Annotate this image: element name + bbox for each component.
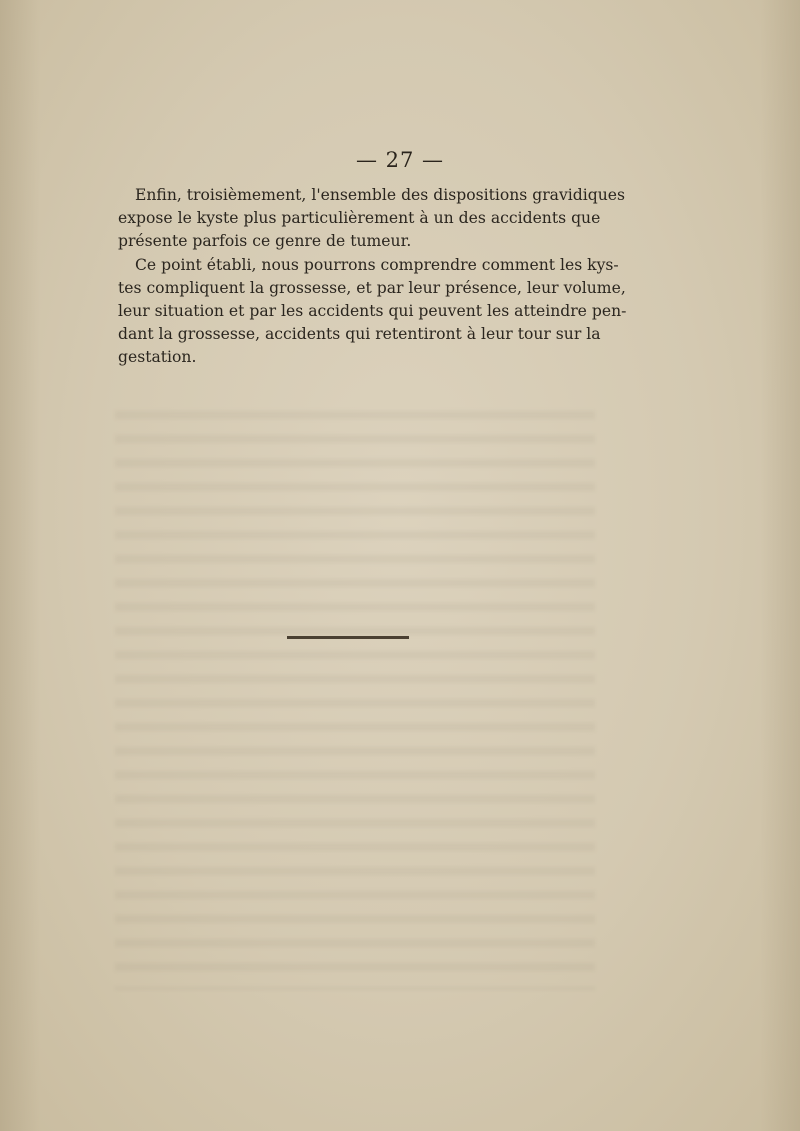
text-line: leur situation et par les accidents qui peuvent les atteindre pen- <box>118 302 627 321</box>
text-line: Ce point établi, nous pourrons comprendre comment les kys- <box>135 255 619 274</box>
text-line: tes compliquent la grossesse, et par leur présence, leur volume, <box>118 278 626 297</box>
body-text <box>118 184 627 370</box>
show-through-text <box>115 400 595 990</box>
text-line: présente parfois ce genre de tumeur. <box>118 232 412 251</box>
text-line: Enfin, troisièmement, l'ensemble des dispositions gravidiques <box>135 186 625 204</box>
paragraph-2 <box>118 254 627 370</box>
text-line: expose le kyste plus particulièrement à un des accidents que <box>118 209 601 228</box>
show-through-rule <box>287 636 409 639</box>
text-line: dant la grossesse, accidents qui retentiront à leur tour sur la <box>118 325 601 344</box>
text-line: gestation. <box>118 348 197 367</box>
page-number: — 27 — <box>355 148 445 172</box>
paragraph-1 <box>118 184 625 254</box>
